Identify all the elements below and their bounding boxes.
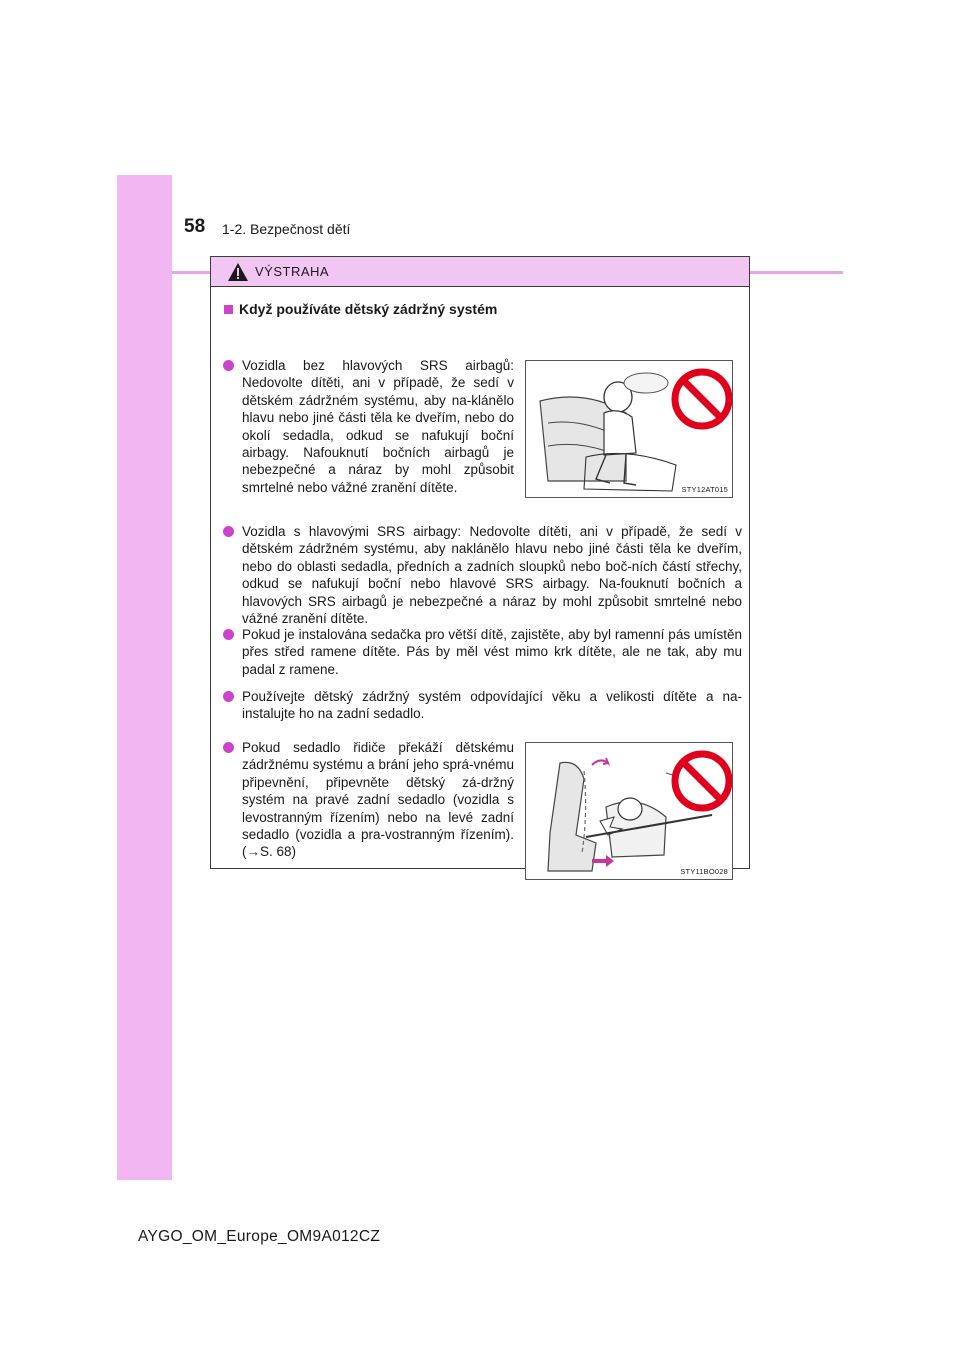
list-item-text: Vozidla bez hlavových SRS airbagů: Nedovolte dítěti, ani v případě, že sedí v dětském zádržném systému, aby na-klánělo hlavu nebo jiné části těla ke dveřím, nebo do okolí sedadla, odkud se nafukují boční airbagy. Nafouknutí bočních airbagů je nebezpečné a náraz by mohl způsobit smrtelné nebo vážné zranění dítěte.: [242, 358, 514, 495]
figure-code: STY11BO028: [680, 867, 728, 876]
bullet-dot-icon: [223, 691, 234, 702]
document-id-footer: AYGO_OM_Europe_OM9A012CZ: [138, 1228, 381, 1245]
page-number: 58: [184, 216, 206, 237]
bullet-dot-icon: [223, 360, 234, 371]
bullet-dot-icon: [223, 742, 234, 753]
list-item-text: Vozidla s hlavovými SRS airbagy: Nedovolte dítěti, ani v případě, že sedí v dětském zádržném systému, aby naklánělo hlavu nebo jiné části těla ke dveřím, nebo do oblasti sedadla, předních a zadních sloupků nebo boč-ních částí střechy, odkud se nafukují boční nebo hlavové SRS airbagy. Na-fouknutí bočních a hlavových SRS airbagů je nebezpečné a náraz by mohl způsobit smrtelné nebo vážné zranění dítěte.: [242, 524, 742, 627]
figure-child-near-door: [525, 360, 733, 498]
child-side-airbag-illustration: [526, 361, 732, 497]
warning-header: [211, 257, 749, 287]
list-item: [242, 523, 742, 627]
warning-triangle-icon: [227, 262, 249, 282]
chapter-sidebar-tab: [117, 175, 172, 1180]
warning-subheading: [224, 301, 497, 317]
subheading-text: Když používáte dětský zádržný systém: [239, 301, 498, 317]
list-item: [242, 626, 742, 678]
figure-driver-seat-interference: [525, 742, 733, 880]
list-item-text: Používejte dětský zádržný systém odpovídající věku a velikosti dítěte a na-instalujte ho na zadní sedadlo.: [242, 689, 742, 722]
seat-interference-illustration: [526, 743, 732, 879]
list-item-text: Pokud sedadlo řidiče překáží dětskému zádržnému systému a brání jeho sprá-vnému připevnění, připevněte dětský zá-držný systém na pravé zadní sedadlo (vozidla s levostranným řízením) nebo na levé zadní sedadlo (vozidla a pra-vostranným řízením). (→S. 68): [242, 740, 514, 860]
section-title: 1-2. Bezpečnost dětí: [222, 221, 351, 237]
figure-code: STY12AT015: [681, 485, 728, 494]
square-bullet-icon: [224, 305, 233, 314]
list-item: [242, 739, 514, 861]
list-item-text: Pokud je instalována sedačka pro větší dítě, zajistěte, aby byl ramenní pás umístěn přes střed ramene dítěte. Pás by měl vést mimo krk dítěte, ale ne tak, aby mu padal z ramene.: [242, 627, 742, 677]
warning-label: VÝSTRAHA: [255, 264, 330, 279]
list-item: [242, 357, 514, 496]
bullet-dot-icon: [223, 526, 234, 537]
list-item: [242, 688, 742, 723]
bullet-dot-icon: [223, 629, 234, 640]
warning-box: [210, 256, 750, 876]
